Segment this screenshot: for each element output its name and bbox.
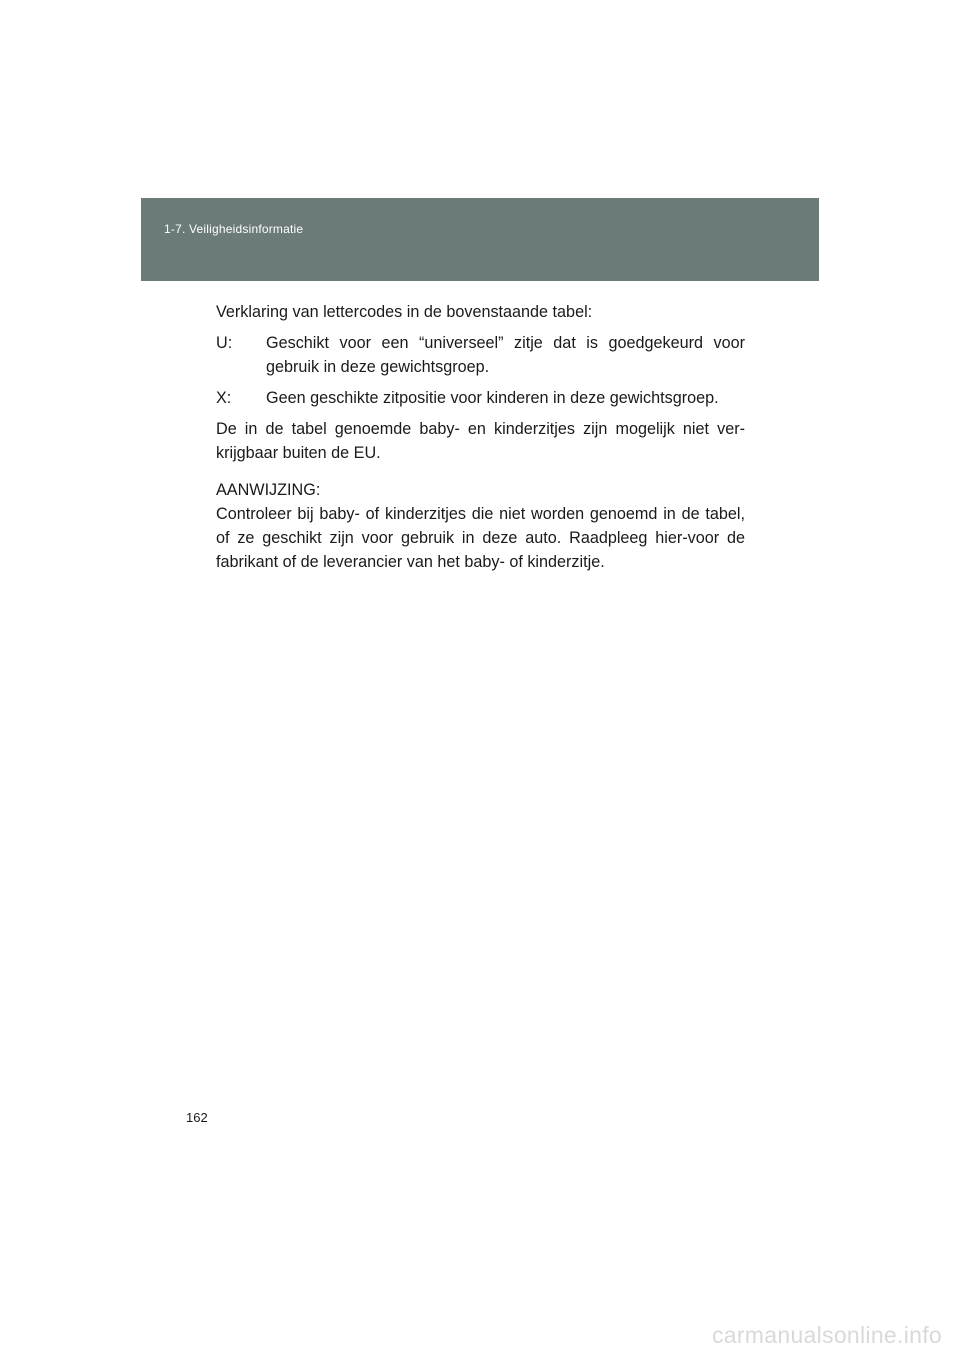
legend-item-x [216,386,745,410]
note-title: AANWIJZING: [216,481,321,499]
legend-text: Geschikt voor een “universeel” zitje dat is goedgekeurd voor gebruik in deze gewichtsgroep. [266,334,745,376]
legend-code: U: [216,334,233,352]
page-number: 162 [186,1110,208,1125]
legend-item-u [216,331,745,379]
section-label: 1-7. Veiligheidsinformatie [164,222,304,236]
section-header-band [141,198,819,281]
legend-text: Geen geschikte zitpositie voor kinderen in deze gewichtsgroep. [266,389,719,407]
note-text: Controleer bij baby- of kinderzitjes die niet worden genoemd in de tabel, of ze geschikt zijn voor gebruik in deze auto. Raadpleeg hier-voor de fabrikant of de leverancier van het baby- of kinderzitje. [216,505,745,571]
legend-intro: Verklaring van lettercodes in de bovenstaande tabel: [216,303,593,321]
legend-code: X: [216,389,232,407]
availability-paragraph: De in de tabel genoemde baby- en kinderzitjes zijn mogelijk niet ver-krijgbaar buiten de EU. [216,420,745,462]
page-content [216,300,745,574]
watermark: carmanualsonline.info [711,1322,942,1348]
